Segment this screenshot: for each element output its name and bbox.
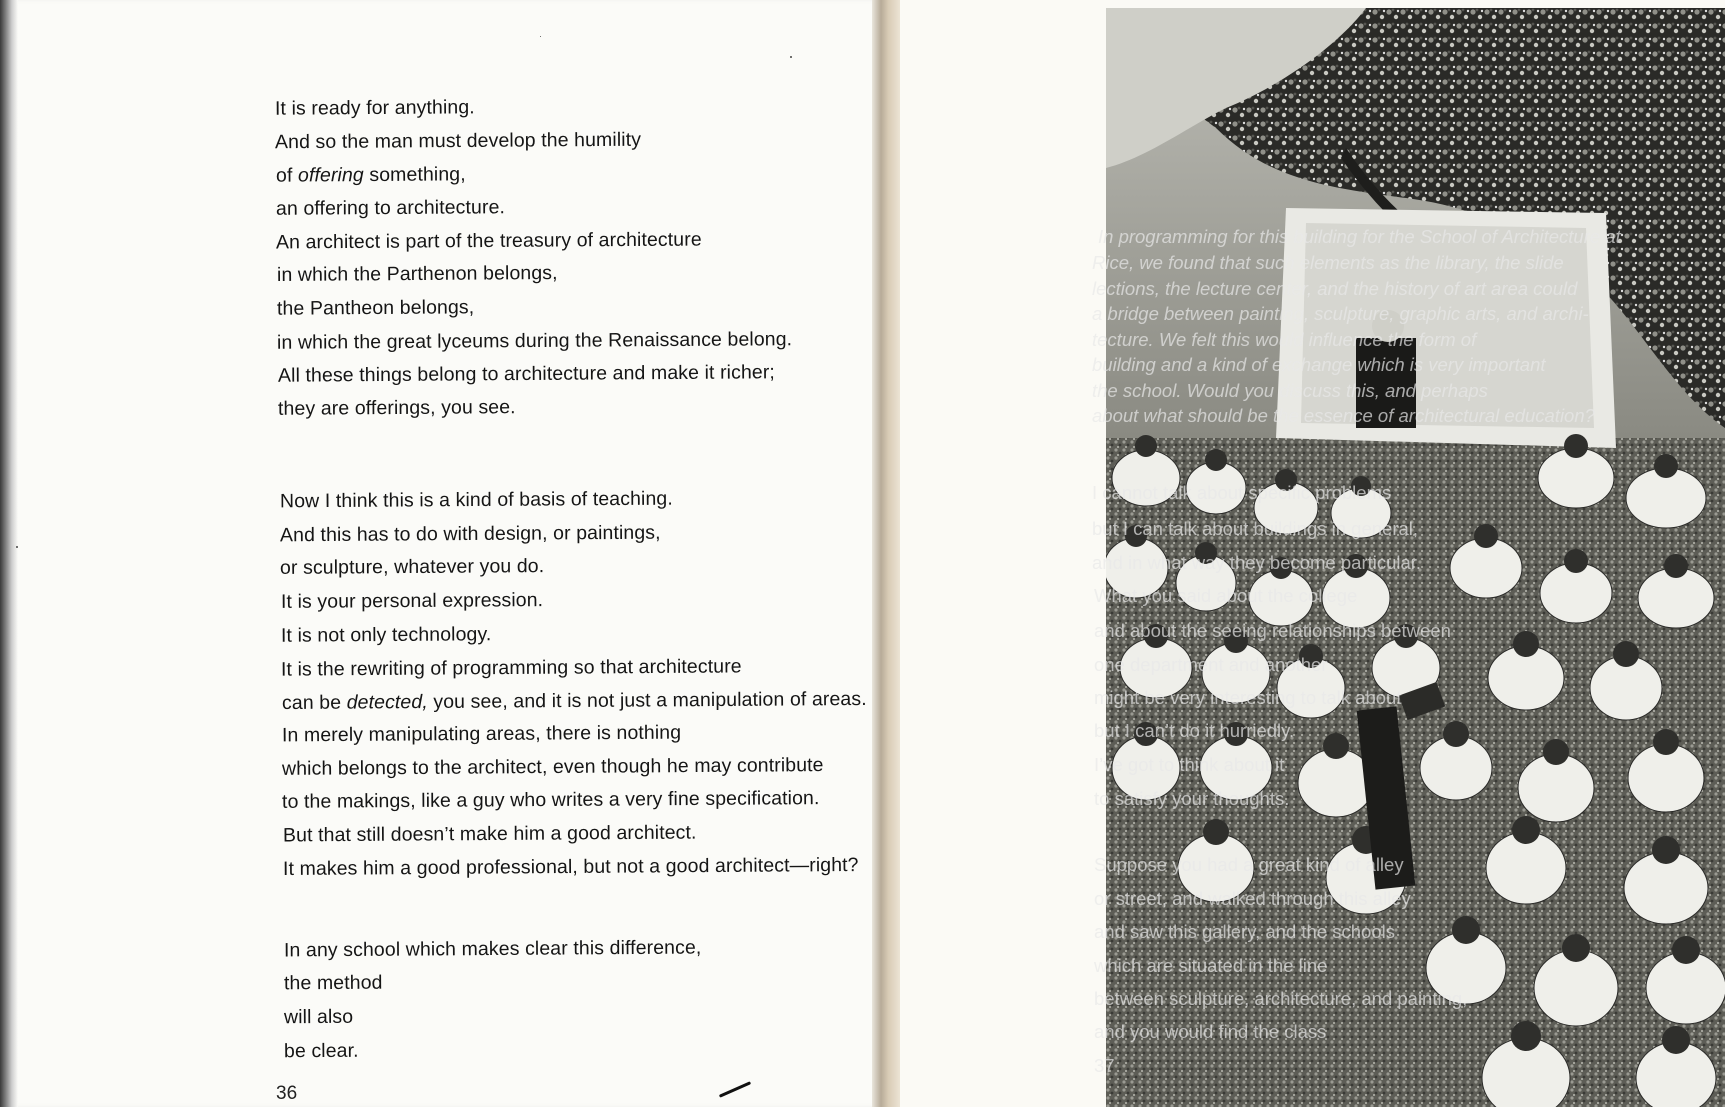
text-line: And this has to do with design, or paintings, [279,521,661,547]
text-line: be clear. [283,1039,359,1063]
text-line: An architect is part of the treasury of architecture [275,228,702,254]
ghost-line: one department and another [1094,654,1328,675]
ghost-line: between sculpture, architecture, and painting, [1094,988,1468,1009]
text-line: they are offerings, you see. [277,396,516,420]
ghost-line: and you would find the class [1094,1021,1327,1042]
ghost-page-number: 37 [1094,1055,1115,1076]
text-line: to the makings, like a guy who writes a very fine specification. [281,787,820,813]
emphasis: offering [297,164,364,187]
ghost-line: might be very interesting to talk about [1094,687,1402,708]
lecture-photo [1106,8,1725,1107]
ghost-line: building and a kind of exchange which is very important [1092,354,1546,375]
ghost-line: I’ve got to think about it [1094,754,1285,775]
ghost-line: which are situated in the line [1094,955,1328,976]
ghost-line: Suppose you had a great kind of alley [1094,854,1404,875]
ghost-line: What you said about the college [1094,585,1358,606]
photo-drawing [1106,8,1725,1107]
ghost-line: but I can talk about buildings in general, [1092,518,1419,539]
ghost-line: I cannot talk about specific problems [1092,482,1392,503]
paper-speck [790,56,792,58]
text-line: in which the Parthenon belongs, [276,262,558,286]
ghost-line: and about the seeing relationships between [1094,620,1451,641]
ghost-line: a bridge between painting, sculpture, graphic arts, and archi- [1092,303,1589,324]
text-line: the Pantheon belongs, [276,296,475,320]
lecturer-figure [1356,338,1416,428]
ghost-line: about what should be the essence of architectural education? [1092,405,1595,426]
text-line: It is ready for anything. [274,96,475,120]
text-line: the method [283,971,383,995]
text-line: of offering something, [275,163,466,187]
ghost-line: tecture. We felt this would influence the form of [1092,329,1477,350]
ghost-line: or street, and walked through this alley [1094,888,1411,909]
ghost-line: lections, the lecture center, and the history of art area could [1092,278,1578,299]
text-line: will also [283,1005,354,1029]
pen-mark [719,1081,751,1098]
ghost-line: but I can’t do it hurriedly. [1094,720,1295,741]
text-line: In any school which makes clear this difference, [283,936,702,962]
text-line: which belongs to the architect, even though he may contribute [281,754,824,780]
paper-speck [16,546,18,548]
text-line: It is not only technology. [280,623,492,647]
emphasis: detected, [346,691,428,714]
text-line: It makes him a good professional, but not a good architect—right? [282,853,859,881]
text-line: It is your personal expression. [280,589,544,613]
text-line: in which the great lyceums during the Renaissance belong. [276,328,793,354]
text-line: or sculpture, whatever you do. [279,555,545,579]
text-line: But that still doesn’t make him a good architect. [282,821,697,847]
text-line: In merely manipulating areas, there is nothing [281,721,682,747]
text-line: can be detected, you see, and it is not just a manipulation of areas. [281,687,867,715]
text-line: an offering to architecture. [275,196,506,220]
ghost-line: and saw this gallery, and the schools [1094,921,1395,942]
paper-speck [540,36,541,37]
ghost-line: and in what way they become particular. [1092,552,1422,573]
text-line: Now I think this is a kind of basis of teaching. [279,487,673,513]
text-line: And so the man must develop the humility [274,128,642,154]
text-line: All these things belong to architecture and make it richer; [277,361,775,387]
ghost-line: to satisfy your thoughts. [1094,788,1290,809]
ghost-line: In programming for this building for the School of Architecture at [1098,226,1621,247]
page-number: 36 [276,1083,298,1104]
text-line: It is the rewriting of programming so that architecture [280,655,742,681]
ghost-line: Rice, we found that such elements as the library, the slide [1092,252,1564,273]
book-gutter [872,0,902,1107]
ghost-line: the school. Would you discuss this, and perhaps [1092,380,1488,401]
